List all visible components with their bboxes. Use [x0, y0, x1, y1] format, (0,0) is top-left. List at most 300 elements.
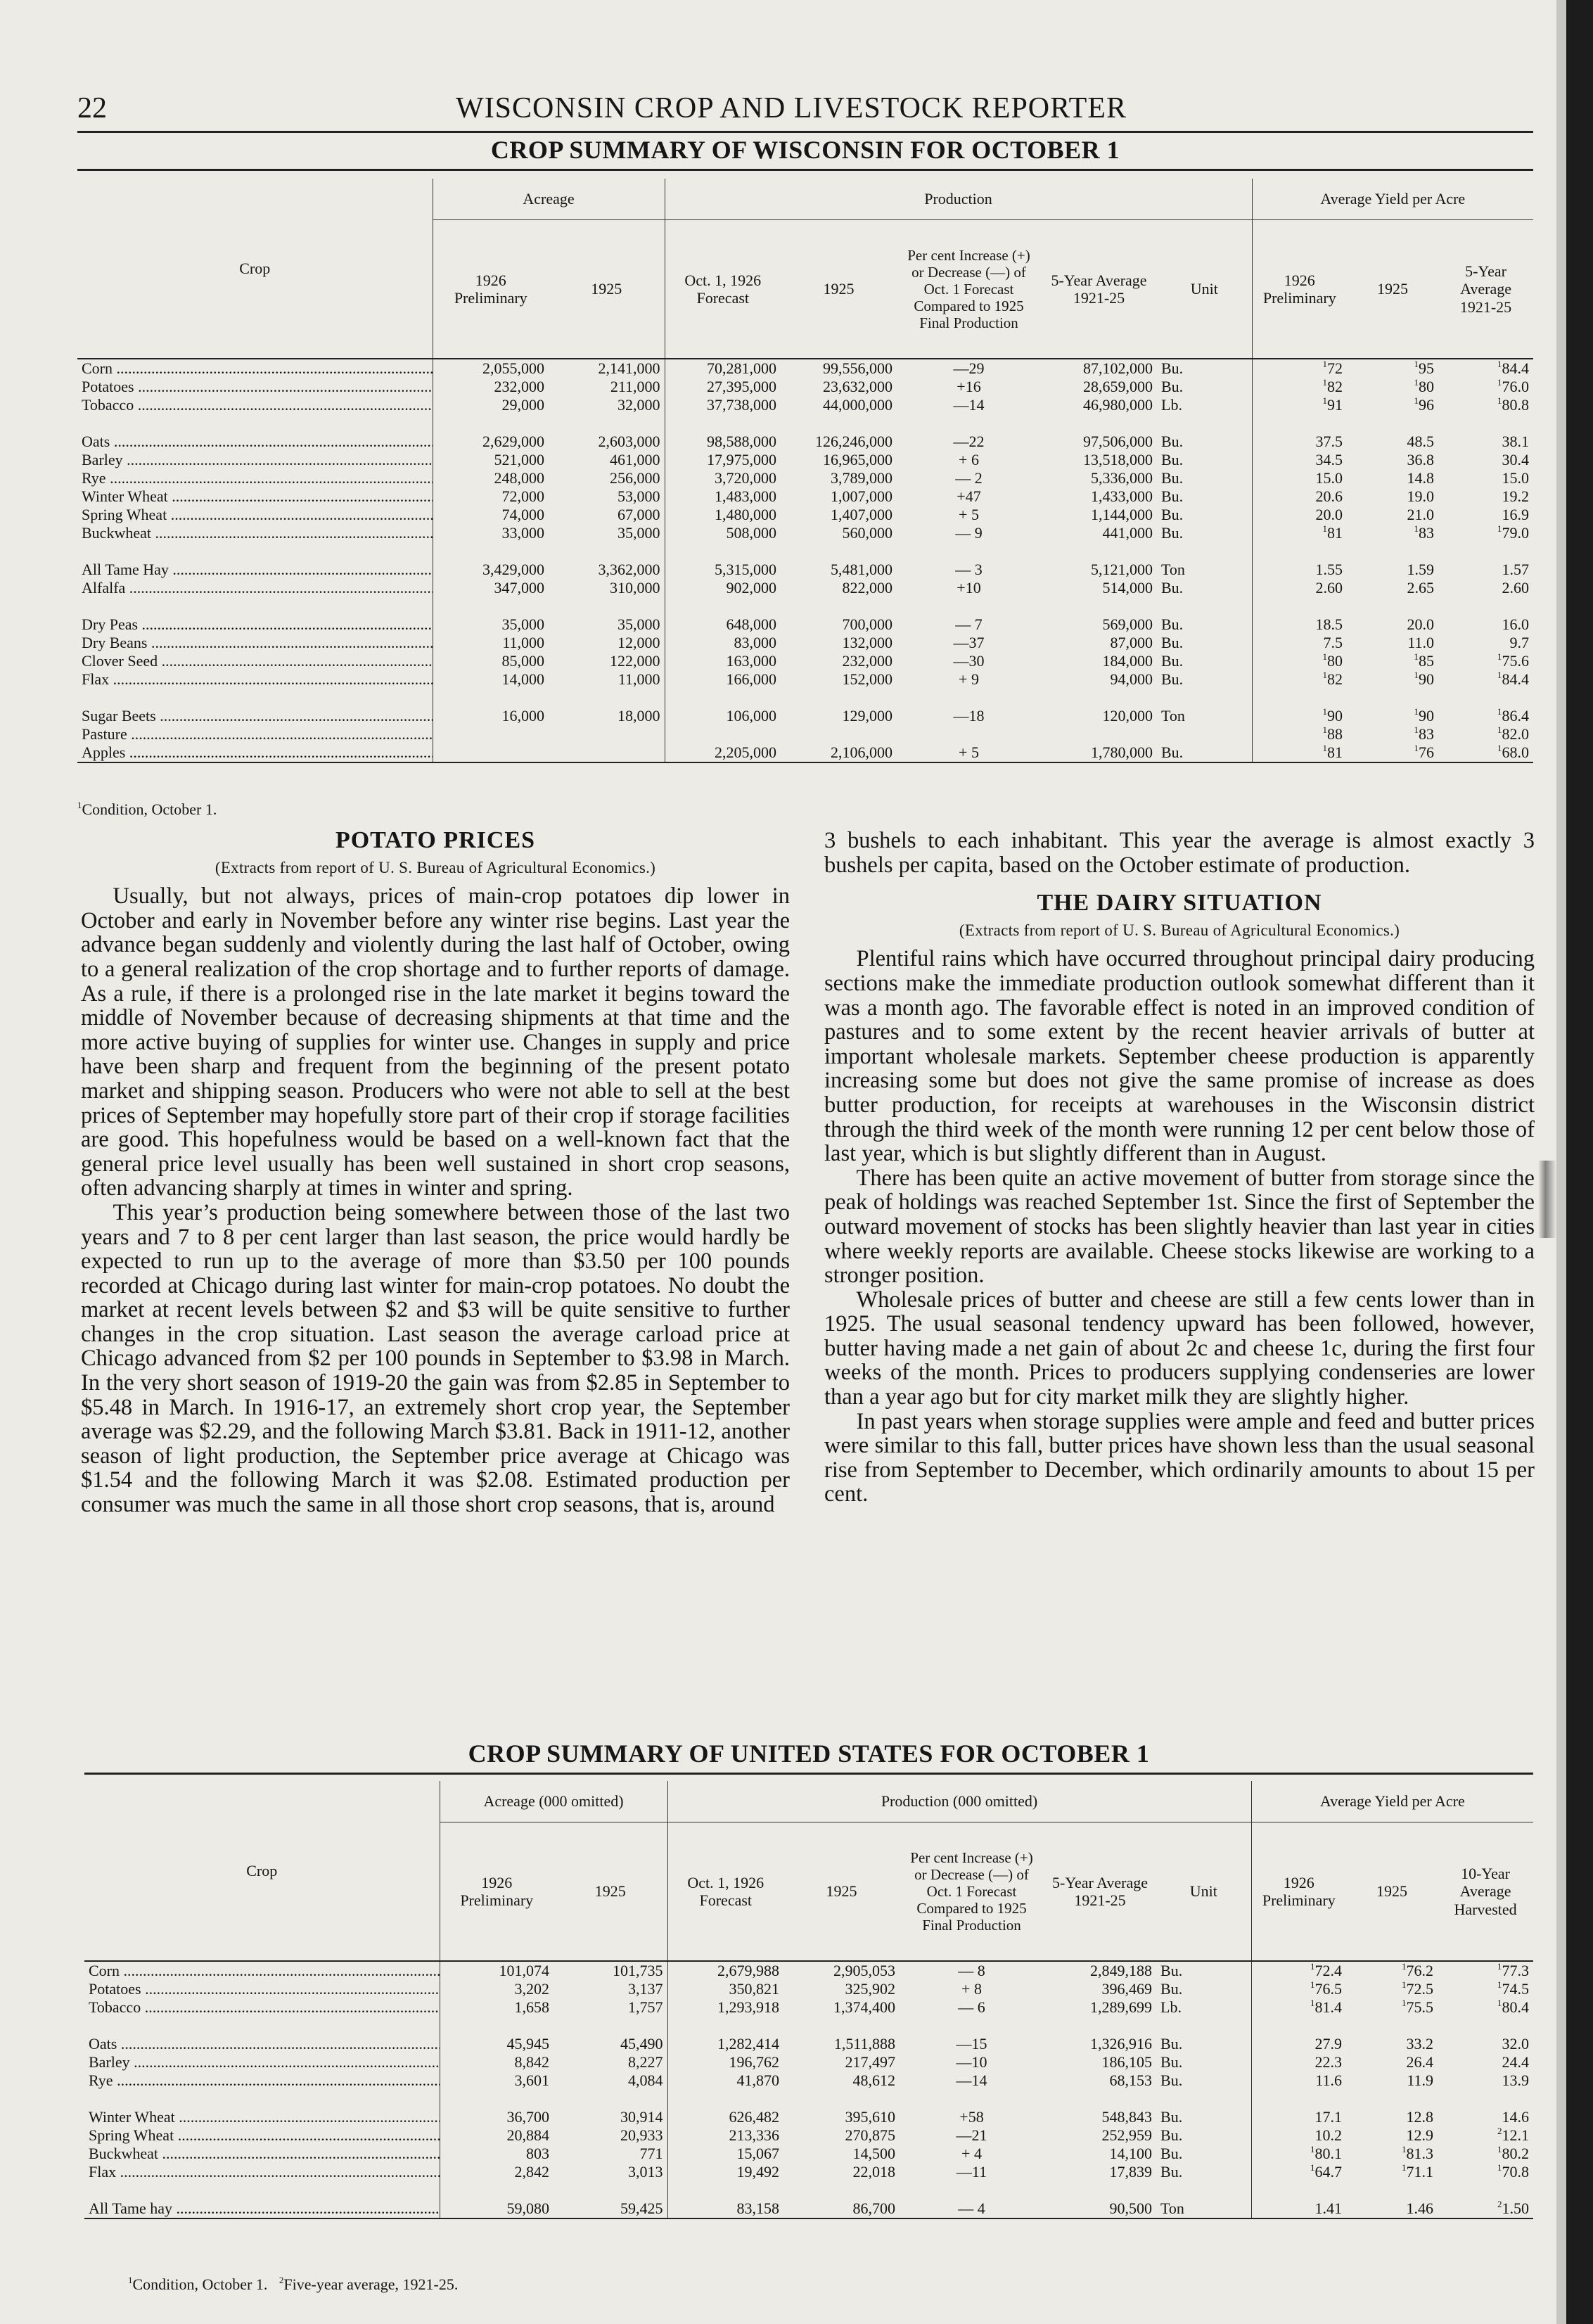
condition-mark: 1: [1414, 706, 1419, 717]
cell-value: 79.0: [1502, 524, 1530, 542]
cell-avg: 97,506,000: [1083, 433, 1153, 450]
cell-y26: 10.2: [1251, 2126, 1346, 2145]
cell-a25: 3,137: [628, 1980, 663, 1998]
us-prod1926-header: Oct. 1, 1926 Forecast: [667, 1822, 783, 1962]
cell-p25: 325,902: [845, 1980, 896, 1998]
cell-value: 1.50: [1502, 2200, 1530, 2217]
cell-pct: + 9: [959, 670, 979, 688]
wi-table-title: CROP SUMMARY OF WISCONSIN FOR OCTOBER 1: [490, 136, 1120, 164]
condition-mark: 1: [1322, 651, 1328, 662]
cell-value: 76.2: [1406, 1962, 1434, 1979]
cell-p26: 196,762: [667, 2053, 783, 2071]
crop-name: Buckwheat .....: [77, 524, 433, 542]
cell-pct: + 5: [897, 743, 1041, 762]
cell-p26: 83,158: [667, 2200, 783, 2218]
crop-name: Tobacco .....: [84, 1998, 440, 2017]
cell-a26: 2,055,000: [433, 359, 549, 378]
cell-value: 82: [1327, 670, 1343, 688]
crop-name: Spring Wheat .....: [84, 2126, 440, 2145]
wi-unit-header: Unit: [1157, 220, 1252, 359]
cell-pct: +58: [959, 2108, 984, 2126]
cell-value: 90: [1327, 707, 1343, 724]
cell-value: 90: [1419, 670, 1435, 688]
cell-y25: 11.0: [1407, 634, 1435, 651]
cell-y5: [1438, 2163, 1533, 2181]
cell-a25: 2,141,000: [598, 359, 660, 377]
cell-avg: 87,102,000: [1083, 359, 1153, 377]
potato-paragraph-3: 3 bushels to each inhabitant. This year the average is almost exactly 3 bushels per capita, based on the October estimate of production.: [824, 828, 1535, 878]
cell-a26: 101,074: [440, 1961, 554, 1980]
crop-name: Clover Seed .....: [77, 652, 433, 670]
condition-mark: 1: [1322, 377, 1328, 388]
cell-a25: 122,000: [610, 652, 660, 670]
cell-p26: 2,679,988: [667, 1961, 783, 1980]
condition-mark: 1: [1497, 2144, 1502, 2154]
us-avg5-header: 5-Year Average 1921-25: [1044, 1822, 1156, 1962]
potato-article: [81, 829, 790, 1517]
condition-mark: 1: [1322, 724, 1328, 735]
cell-y26: 2.60: [1252, 579, 1347, 597]
cell-p25: 560,000: [842, 524, 893, 542]
cell-a26: 8,842: [440, 2053, 554, 2071]
cell-p25: [781, 725, 897, 743]
cell-p25: 129,000: [842, 707, 893, 724]
cell-y5: [1438, 670, 1533, 689]
condition-mark: 1: [1497, 706, 1502, 717]
cell-a25: 32,000: [618, 396, 660, 414]
crop-name: Potatoes .....: [77, 378, 433, 396]
cell-p25: 232,000: [842, 652, 893, 670]
cell-a26: 1,658: [440, 1998, 554, 2017]
cell-avg: 186,105: [1101, 2053, 1153, 2071]
crop-name: Spring Wheat .....: [77, 506, 433, 524]
cell-value: 90: [1419, 707, 1435, 724]
condition-mark: 1: [1402, 2162, 1407, 2173]
condition-mark: 1: [1310, 2162, 1315, 2173]
cell-unit: Bu.: [1157, 743, 1252, 762]
cell-y26: [1251, 2145, 1346, 2163]
cell-y26: [1252, 670, 1347, 689]
us-acreage-header: Acreage (000 omitted): [440, 1781, 667, 1822]
table-row: [84, 1980, 1533, 1998]
cell-y25: [1347, 670, 1438, 689]
cell-p26: 41,870: [667, 2071, 783, 2090]
cell-a26: 74,000: [433, 506, 549, 524]
condition-mark: 2: [1497, 2126, 1502, 2136]
cell-y5: [1438, 707, 1533, 725]
crop-name: Barley .....: [77, 451, 433, 469]
cell-avg: 13,518,000: [1083, 451, 1153, 468]
cell-avg: 90,500: [1044, 2200, 1156, 2218]
header-rule: [77, 131, 1533, 133]
condition-mark: 1: [1497, 359, 1502, 369]
cell-y26: [1251, 1998, 1346, 2017]
cell-y5: [1438, 743, 1533, 762]
wi-yield-header: Average Yield per Acre: [1252, 179, 1533, 220]
cell-a26: [433, 743, 549, 762]
cell-y25: 36.8: [1407, 451, 1435, 468]
table-row: [84, 2126, 1533, 2145]
condition-mark: 1: [1310, 1961, 1315, 1972]
cell-unit: Bu.: [1161, 634, 1184, 651]
cell-y25: [1346, 2145, 1438, 2163]
cell-p25: 16,965,000: [823, 451, 893, 468]
cell-p25: 132,000: [842, 634, 893, 651]
cell-avg: 1,144,000: [1091, 506, 1153, 523]
condition-mark: 1: [1414, 395, 1419, 406]
condition-mark: 1: [1497, 1961, 1502, 1972]
cell-y26: [1252, 396, 1347, 414]
binding-mark: [1538, 1161, 1556, 1238]
condition-mark: 1: [1497, 651, 1502, 662]
cell-a26: 521,000: [433, 451, 549, 469]
cell-y5: 1.57: [1502, 561, 1530, 578]
cell-unit: Ton: [1161, 707, 1185, 724]
cell-y26: [1252, 652, 1347, 670]
cell-y5: [1438, 378, 1533, 396]
crop-name: Buckwheat .....: [84, 2145, 440, 2163]
cell-unit: Bu.: [1160, 2108, 1183, 2126]
cell-y25: [1347, 378, 1438, 396]
table-row: [84, 1998, 1533, 2017]
cell-y26: 37.5: [1252, 433, 1347, 451]
cell-pct: —14: [953, 396, 985, 414]
cell-value: 71.1: [1406, 2163, 1434, 2181]
crop-name: Flax .....: [84, 2163, 440, 2181]
cell-p26: 1,282,414: [667, 2035, 783, 2053]
us-production-header: Production (000 omitted): [667, 1781, 1251, 1822]
cell-p26: 648,000: [665, 615, 781, 634]
cell-a26: 347,000: [433, 579, 549, 597]
table-row: [77, 487, 1533, 506]
us-y10-header: 10-Year Average Harvested: [1438, 1822, 1533, 1962]
cell-unit: Bu.: [1161, 451, 1184, 468]
cell-a26: 232,000: [433, 378, 549, 396]
cell-p25: 44,000,000: [823, 396, 893, 414]
cell-y26: 20.6: [1252, 487, 1347, 506]
cell-a26: 3,202: [440, 1980, 554, 1998]
cell-p25: 3,789,000: [831, 469, 893, 487]
cell-avg: 14,100: [1109, 2145, 1153, 2162]
cell-unit: Bu.: [1160, 2035, 1183, 2052]
us-footnote-mark-1: 1: [128, 2275, 133, 2285]
cell-unit: Ton: [1161, 561, 1185, 578]
crop-name: Oats .....: [77, 433, 433, 451]
table-row: [84, 2071, 1533, 2090]
cell-value: 86.4: [1502, 707, 1530, 724]
cell-p25: 14,500: [852, 2145, 896, 2162]
cell-a26: 3,429,000: [433, 561, 549, 579]
cell-a26: 2,842: [440, 2163, 554, 2181]
condition-mark: 1: [1497, 724, 1502, 735]
cell-value: 81: [1327, 524, 1343, 542]
cell-value: 77.3: [1502, 1962, 1530, 1979]
us-acre1926-header: 1926 Preliminary: [440, 1822, 554, 1962]
wisconsin-crop-table: [77, 179, 1533, 763]
cell-pct: — 4: [900, 2200, 1044, 2218]
crop-name: Sugar Beets .....: [77, 707, 433, 725]
cell-p26: 106,000: [665, 707, 781, 725]
wi-footnote-text: Condition, October 1.: [82, 800, 217, 818]
condition-mark: 1: [1414, 724, 1419, 735]
crop-name: Potatoes .....: [84, 1980, 440, 1998]
right-column: [824, 829, 1535, 1507]
cell-a25: 8,227: [628, 2053, 663, 2071]
cell-p25: 22,018: [852, 2163, 896, 2181]
condition-mark: 1: [1414, 359, 1419, 369]
cell-a25: 67,000: [618, 506, 660, 523]
cell-y5: 16.9: [1502, 506, 1530, 523]
group-spacer: [84, 2090, 1533, 2108]
cell-pct: — 3: [955, 561, 983, 578]
cell-p26: 15,067: [667, 2145, 783, 2163]
dairy-source: (Extracts from report of U. S. Bureau of Agricultural Economics.): [959, 921, 1400, 939]
us-acre1925-header: 1925: [554, 1822, 667, 1962]
cell-y25: [1346, 1980, 1438, 1998]
cell-p25: 86,700: [783, 2200, 900, 2218]
cell-unit: Bu.: [1161, 524, 1184, 542]
cell-value: 81.4: [1314, 1998, 1343, 2016]
cell-a25: 59,425: [554, 2200, 667, 2218]
wi-footnote-mark: 1: [77, 800, 82, 810]
cell-p25: 700,000: [842, 615, 893, 633]
cell-p25: 48,612: [852, 2071, 896, 2089]
cell-y5: 19.2: [1502, 487, 1530, 505]
cell-avg: 1,433,000: [1091, 487, 1153, 505]
cell-a26: [433, 725, 549, 743]
cell-y5: [1438, 396, 1533, 414]
cell-y25: [1346, 2163, 1438, 2181]
cell-y26: [1252, 725, 1347, 743]
us-footnote-1: Condition, October 1.: [132, 2275, 268, 2293]
condition-mark: 2: [1497, 2199, 1502, 2209]
cell-unit: Bu.: [1160, 2071, 1183, 2089]
condition-mark: 1: [1414, 523, 1419, 534]
cell-a26: 36,700: [440, 2108, 554, 2126]
cell-a26: 3,601: [440, 2071, 554, 2090]
wi-table-body: [77, 359, 1533, 762]
cell-avg: 94,000: [1110, 670, 1153, 688]
cell-avg: 1,326,916: [1090, 2035, 1153, 2052]
cell-a25: 256,000: [610, 469, 660, 487]
us-y1926-header: 1926 Preliminary: [1251, 1822, 1346, 1962]
us-title-wrap: [84, 1739, 1533, 1774]
cell-unit: Bu.: [1161, 433, 1184, 450]
cell-pct: — 9: [955, 524, 983, 542]
cell-value: 82.0: [1502, 725, 1530, 743]
cell-pct: —30: [953, 652, 985, 670]
condition-mark: 1: [1414, 670, 1419, 680]
us-table-title: CROP SUMMARY OF UNITED STATES FOR OCTOBER 1: [468, 1739, 1150, 1768]
cell-pct: —14: [956, 2071, 987, 2089]
group-spacer: [77, 689, 1533, 707]
potato-source: (Extracts from report of U. S. Bureau of Agricultural Economics.): [215, 858, 656, 876]
crop-name: Pasture .....: [77, 725, 433, 743]
cell-y5: 16.0: [1502, 615, 1530, 633]
cell-avg: 441,000: [1102, 524, 1153, 542]
cell-pct: + 6: [959, 451, 979, 468]
cell-y25: 2.65: [1407, 579, 1435, 596]
cell-pct: + 8: [961, 1980, 982, 1998]
condition-mark: 1: [1497, 1979, 1502, 1990]
cell-y5: [1438, 2200, 1533, 2218]
crop-name: Barley .....: [84, 2053, 440, 2071]
cell-p25: 217,497: [845, 2053, 896, 2071]
us-crop-table: [84, 1781, 1533, 2219]
cell-p26: 213,336: [667, 2126, 783, 2145]
cell-pct: —37: [953, 634, 985, 651]
crop-name: Apples .....: [77, 743, 433, 762]
cell-a25: 45,490: [620, 2035, 663, 2052]
cell-a26: 2,629,000: [433, 433, 549, 451]
cell-a26: 29,000: [433, 396, 549, 414]
cell-unit: Bu.: [1161, 579, 1184, 596]
condition-mark: 1: [1414, 651, 1419, 662]
group-spacer: [84, 2017, 1533, 2035]
group-spacer: [77, 542, 1533, 561]
cell-avg: 569,000: [1102, 615, 1153, 633]
cell-value: 81.3: [1406, 2145, 1434, 2162]
cell-y25: [1347, 396, 1438, 414]
cell-y5: [1438, 1998, 1533, 2017]
us-footnote-mark-2: 2: [279, 2275, 284, 2285]
crop-name: Tobacco .....: [77, 396, 433, 414]
condition-mark: 1: [1497, 670, 1502, 680]
condition-mark: 1: [1310, 2144, 1315, 2154]
cell-y5: 14.6: [1502, 2108, 1530, 2126]
cell-y5: [1438, 652, 1533, 670]
cell-pct: + 4: [961, 2145, 982, 2162]
potato-title: POTATO PRICES: [335, 827, 536, 853]
us-unit-header: Unit: [1156, 1822, 1251, 1962]
wi-avg5-header: 5-Year Average 1921-25: [1041, 220, 1157, 359]
cell-a26: 59,080: [440, 2200, 554, 2218]
us-footnote-2: Five-year average, 1921-25.: [283, 2275, 459, 2293]
cell-y26: [1251, 2163, 1346, 2181]
condition-mark: 1: [1322, 395, 1328, 406]
cell-y26: 17.1: [1251, 2108, 1346, 2126]
cell-p25: 23,632,000: [823, 378, 893, 395]
cell-unit: Bu.: [1160, 1980, 1183, 1998]
dairy-paragraph-1: Plentiful rains which have occurred throughout principal dairy producing sections make the immediate production outlook somewhat different than it was a month ago. The favorable effect is noted in an improved condition of pastures and to some extent by the recent heavier arrivals of butter at important wholesale markets. September cheese production is apparently increasing some but does not give the same promise of increase as does butter production, for receipts at warehouses in the Wisconsin district through the third week of the month were running 12 per cent below those of last year, which is but slightly different than in August.: [824, 946, 1535, 1167]
table-row: [77, 743, 1533, 762]
cell-value: 96: [1419, 396, 1435, 414]
table-row: [77, 561, 1533, 579]
table-row: [84, 2163, 1533, 2181]
cell-y26: 15.0: [1252, 469, 1347, 487]
cell-value: 80: [1419, 378, 1435, 395]
cell-a25: 20,933: [620, 2126, 663, 2144]
cell-pct: —15: [956, 2035, 987, 2052]
cell-unit: Bu.: [1160, 2126, 1183, 2144]
cell-y26: [1252, 743, 1347, 762]
cell-value: 91: [1327, 396, 1343, 414]
potato-paragraph-1: Usually, but not always, prices of main-crop potatoes dip lower in October and early in November before any winter rise begins. Last year the advance began suddenly and violently during the last half of October, owing to a general realization of the crop shortage and to further reports of damage. As a rule, if there is a prolonged rise in the late market it begins toward the middle of November because of decreasing shipments at that time and the more active buying of supplies for winter use. Changes in supply and price have been sharp and frequent from the beginning of the present potato market and shipping season. Producers who were not able to sell at the best prices of September may hopefully store part of their crop if storage facilities are good. This hopefulness would be based on a well-known fact that the general price level usually has been well sustained in short crop seasons, often advancing sharply at times in winter and spring.: [81, 883, 790, 1201]
cell-avg: [1041, 725, 1157, 743]
wi-y1925-header: 1925: [1347, 220, 1438, 359]
wi-title-rule: [77, 169, 1533, 171]
cell-a26: 803: [440, 2145, 554, 2163]
cell-value: 80: [1327, 652, 1343, 670]
cell-unit: Ton: [1156, 2200, 1251, 2218]
cell-pct: —18: [953, 707, 985, 724]
cell-unit: Bu.: [1161, 670, 1184, 688]
cell-a26: 16,000: [433, 707, 549, 725]
cell-p26: 508,000: [665, 524, 781, 542]
cell-y25: [1346, 1998, 1438, 2017]
wi-acre1925-header: 1925: [549, 220, 665, 359]
us-footnotes: [128, 2275, 458, 2294]
condition-mark: 1: [1322, 670, 1328, 680]
table-row: [77, 579, 1533, 597]
crop-name: Rye .....: [84, 2071, 440, 2090]
cell-a25: 30,914: [620, 2108, 663, 2126]
table-row: [77, 652, 1533, 670]
cell-y5: 13.9: [1502, 2071, 1530, 2089]
table-row: [77, 524, 1533, 542]
cell-a25: 771: [639, 2145, 663, 2162]
crop-name: Dry Beans .....: [77, 634, 433, 652]
cell-p25: 1,007,000: [831, 487, 893, 505]
page-title: WISCONSIN CROP AND LIVESTOCK REPORTER: [456, 92, 1127, 124]
cell-y25: 26.4: [1406, 2053, 1434, 2071]
table-row: [84, 2108, 1533, 2126]
wi-title-wrap: [77, 135, 1533, 170]
table-row: [77, 506, 1533, 524]
cell-a26: 35,000: [433, 615, 549, 634]
cell-pct: —21: [956, 2126, 987, 2144]
cell-unit: Bu.: [1160, 2163, 1183, 2181]
cell-p26: [665, 725, 781, 743]
cell-p25: 1,407,000: [831, 506, 893, 523]
cell-avg: 2,849,188: [1090, 1962, 1153, 1979]
cell-pct: +47: [957, 487, 981, 505]
cell-unit: Bu.: [1160, 1962, 1183, 1979]
cell-unit: Bu.: [1161, 615, 1184, 633]
cell-value: 74.5: [1502, 1980, 1530, 1998]
cell-p25: 2,106,000: [781, 743, 897, 762]
table-row: [84, 2145, 1533, 2163]
cell-y25: 20.0: [1407, 615, 1435, 633]
cell-avg: 28,659,000: [1083, 378, 1153, 395]
wi-acreage-header: Acreage: [433, 179, 665, 220]
condition-mark: 1: [1402, 1979, 1407, 1990]
cell-p25: 126,246,000: [815, 433, 893, 450]
cell-value: 85: [1419, 652, 1435, 670]
cell-pct: — 8: [958, 1962, 985, 1979]
us-yield-header: Average Yield per Acre: [1251, 1781, 1533, 1822]
crop-name: Oats .....: [84, 2035, 440, 2053]
page-edge-shadow: [1556, 0, 1566, 2324]
cell-unit: Bu.: [1161, 506, 1184, 523]
cell-a25: 35,000: [618, 615, 660, 633]
cell-unit: Bu.: [1161, 652, 1184, 670]
cell-y26: [1251, 1961, 1346, 1980]
cell-y25: 12.8: [1406, 2108, 1434, 2126]
crop-name: Dry Peas .....: [77, 615, 433, 634]
cell-a26: 45,945: [440, 2035, 554, 2053]
cell-value: 70.8: [1502, 2163, 1530, 2181]
cell-value: 95: [1419, 359, 1435, 377]
condition-mark: 1: [1322, 359, 1328, 369]
cell-a25: 211,000: [610, 378, 660, 395]
cell-a26: 248,000: [433, 469, 549, 487]
cell-unit: Bu.: [1161, 487, 1184, 505]
cell-y25: 19.0: [1407, 487, 1435, 505]
cell-value: 80.2: [1502, 2145, 1530, 2162]
cell-y25: 12.9: [1406, 2126, 1434, 2144]
cell-y5: 2.60: [1502, 579, 1530, 596]
